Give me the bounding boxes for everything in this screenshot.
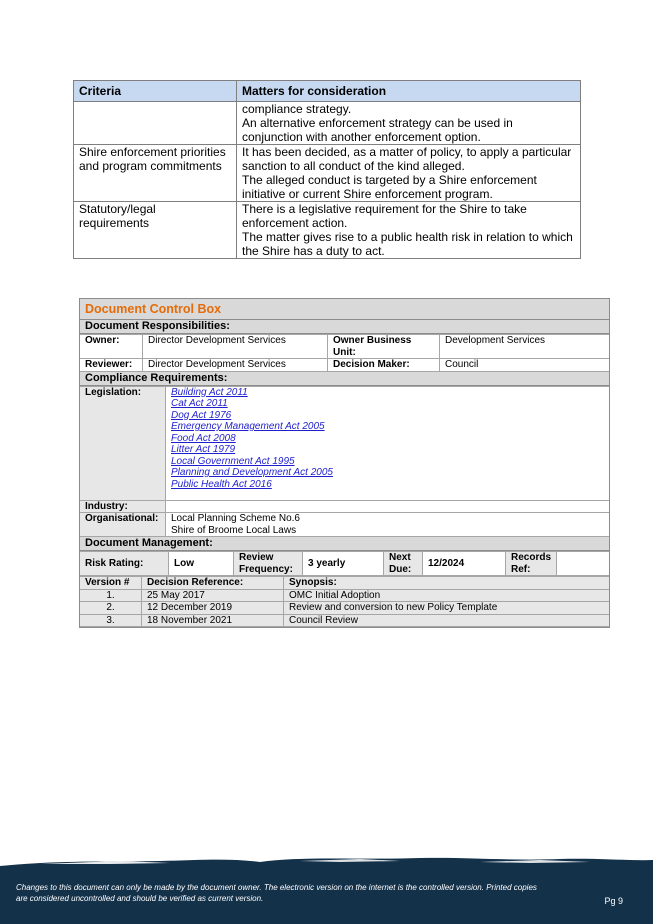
legislation-label: Legislation: xyxy=(80,386,166,500)
version-number: 3. xyxy=(80,614,142,627)
version-header: Version # xyxy=(80,577,142,590)
next-due-label: Next Due: xyxy=(384,552,423,576)
management-table xyxy=(80,551,609,576)
records-ref-label: Records Ref: xyxy=(506,552,557,576)
organisational-item: Shire of Broome Local Laws xyxy=(171,524,297,536)
matters-cell xyxy=(237,102,581,145)
synopsis: Council Review xyxy=(284,614,610,627)
criteria-header: Criteria xyxy=(74,81,237,102)
business-unit-value: Development Services xyxy=(440,335,610,359)
legislation-link[interactable]: Planning and Development Act 2005 xyxy=(171,467,333,478)
version-number: 1. xyxy=(80,589,142,602)
next-due-value: 12/2024 xyxy=(423,552,506,576)
records-ref-value xyxy=(557,552,609,576)
disclaimer-line: are considered uncontrolled and should be verified as current version. xyxy=(16,894,264,903)
legislation-list xyxy=(166,386,610,500)
organisational-label: Organisational: xyxy=(80,513,166,537)
legislation-link[interactable]: Litter Act 1979 xyxy=(171,444,236,455)
organisational-list xyxy=(166,513,610,537)
table-row xyxy=(80,602,609,615)
decision-reference: 18 November 2021 xyxy=(142,614,284,627)
page-footer xyxy=(0,872,653,924)
text-line: conjunction with another enforcement option. xyxy=(242,130,481,144)
text-line: The alleged conduct is targeted by a Shire enforcement xyxy=(242,173,537,187)
risk-rating-label: Risk Rating: xyxy=(80,552,169,576)
document-control-box xyxy=(79,298,610,628)
text-line: the Shire has a duty to act. xyxy=(242,244,385,258)
criteria-cell xyxy=(74,202,237,259)
decision-reference: 25 May 2017 xyxy=(142,589,284,602)
text-line: enforcement action. xyxy=(242,216,348,230)
synopsis: Review and conversion to new Policy Template xyxy=(284,602,610,615)
criteria-cell xyxy=(74,145,237,202)
decision-reference-header: Decision Reference: xyxy=(142,577,284,590)
table-row xyxy=(74,145,581,202)
criteria-table xyxy=(73,80,581,259)
page-number: Pg 9 xyxy=(604,896,623,906)
version-table xyxy=(80,576,609,627)
industry-label: Industry: xyxy=(80,500,166,513)
owner-value: Director Development Services xyxy=(143,335,328,359)
review-frequency-label: Review Frequency: xyxy=(234,552,303,576)
owner-label: Owner: xyxy=(80,335,143,359)
reviewer-value: Director Development Services xyxy=(143,359,328,372)
text-line: It has been decided, as a matter of policy, to apply a particular xyxy=(242,145,572,159)
text-line: sanction to all conduct of the kind alleged. xyxy=(242,159,465,173)
legislation-link[interactable]: Food Act 2008 xyxy=(171,432,236,444)
legislation-link[interactable]: Local Government Act 1995 xyxy=(171,455,295,467)
decision-maker-label: Decision Maker: xyxy=(328,359,440,372)
table-row xyxy=(74,102,581,145)
risk-rating-value: Low xyxy=(169,552,234,576)
legislation-link[interactable]: Emergency Management Act 2005 xyxy=(171,421,325,432)
decision-maker-value: Council xyxy=(440,359,610,372)
version-number: 2. xyxy=(80,602,142,615)
compliance-heading: Compliance Requirements: xyxy=(80,372,609,386)
table-row xyxy=(80,614,609,627)
legislation-link[interactable]: Cat Act 2011 xyxy=(171,398,228,409)
business-unit-label: Owner Business Unit: xyxy=(328,335,440,359)
responsibilities-table xyxy=(80,334,609,372)
management-heading: Document Management: xyxy=(80,537,609,551)
review-frequency-value: 3 yearly xyxy=(303,552,384,576)
synopsis-header: Synopsis: xyxy=(284,577,610,590)
text-line: initiative or current Shire enforcement program. xyxy=(242,187,493,201)
criteria-cell xyxy=(74,102,237,145)
text-line: There is a legislative requirement for the Shire to take xyxy=(242,202,527,216)
text-line: Shire enforcement priorities xyxy=(79,145,226,159)
legislation-link[interactable]: Dog Act 1976 xyxy=(171,409,232,421)
compliance-table xyxy=(80,386,609,538)
responsibilities-heading: Document Responsibilities: xyxy=(80,320,609,334)
text-line: The matter gives rise to a public health risk in relation to which xyxy=(242,230,573,244)
text-line: compliance strategy. xyxy=(242,102,352,116)
matters-cell xyxy=(237,145,581,202)
text-line: requirements xyxy=(79,216,150,230)
matters-cell xyxy=(237,202,581,259)
footer-wave-decoration xyxy=(0,852,653,874)
matters-header: Matters for consideration xyxy=(237,81,581,102)
legislation-link[interactable]: Building Act 2011 xyxy=(171,386,248,398)
reviewer-label: Reviewer: xyxy=(80,359,143,372)
organisational-item: Local Planning Scheme No.6 xyxy=(171,513,300,524)
industry-value xyxy=(166,500,610,513)
decision-reference: 12 December 2019 xyxy=(142,602,284,615)
text-line: An alternative enforcement strategy can be used in xyxy=(242,116,513,130)
table-row xyxy=(80,589,609,602)
table-row xyxy=(74,202,581,259)
control-box-title: Document Control Box xyxy=(80,299,609,320)
disclaimer-line: Changes to this document can only be made by the document owner. The electronic version on the internet is the controlled version. Printed copies xyxy=(16,883,537,892)
text-line: Statutory/legal xyxy=(79,202,156,216)
legislation-link[interactable]: Public Health Act 2016 xyxy=(171,478,272,490)
criteria-header-row xyxy=(74,81,581,102)
synopsis: OMC Initial Adoption xyxy=(284,589,610,602)
footer-disclaimer xyxy=(16,882,576,904)
text-line: and program commitments xyxy=(79,159,222,173)
